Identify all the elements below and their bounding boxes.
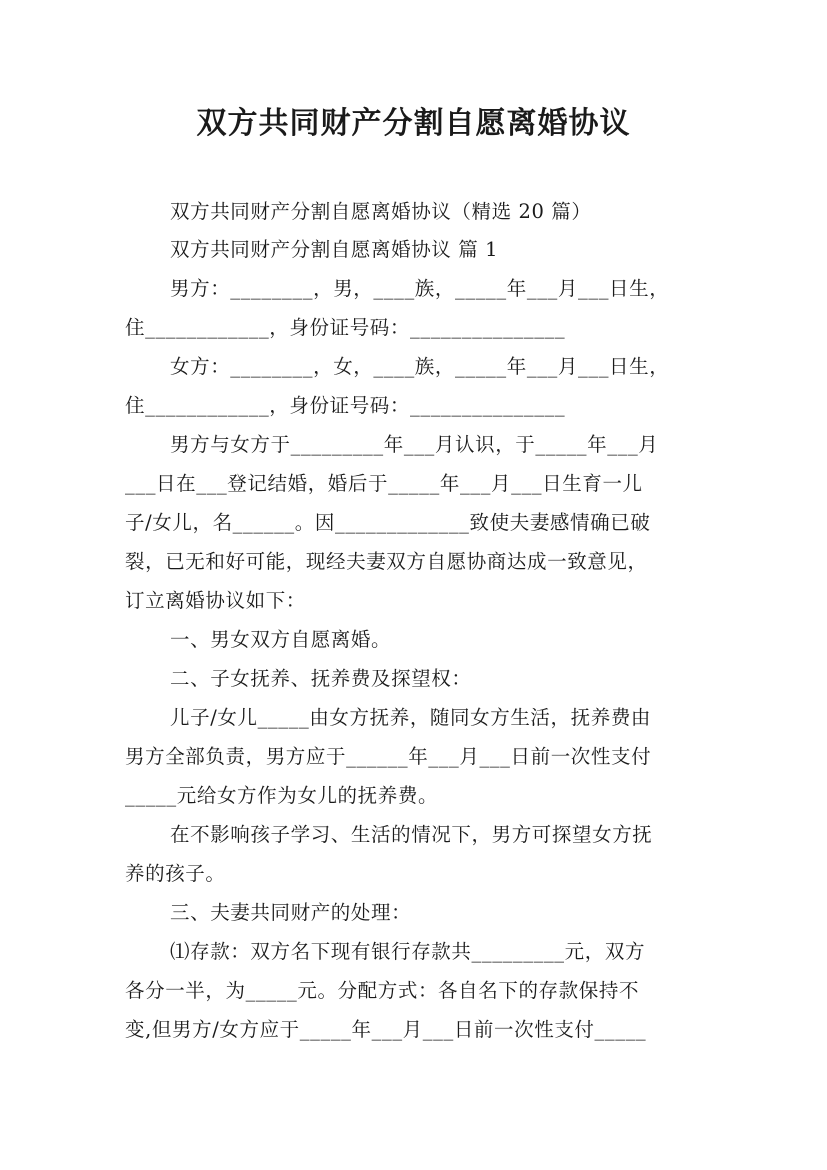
paragraph-line: 女方：________，女，____族，_____年___月___日生， [170, 355, 670, 378]
paragraph-line: ___日在___登记结婚，婚后于_____年___月___日生育一儿 [125, 472, 643, 495]
paragraph-line: 裂，已无和好可能，现经夫妻双方自愿协商达成一致意见， [125, 550, 648, 573]
paragraph-line: 订立离婚协议如下： [125, 589, 306, 612]
clause-heading: 三、夫妻共同财产的处理： [170, 901, 412, 924]
clause-heading: 一、男女双方自愿离婚。 [170, 628, 392, 651]
paragraph-line: ⑴存款：双方名下现有银行存款共_________元，双方 [170, 940, 646, 963]
paragraph-line: 男方与女方于_________年___月认识，于_____年___月 [170, 433, 659, 456]
paragraph-line: 男方全部负责，男方应于______年___月___日前一次性支付 [125, 745, 652, 768]
paragraph-line: 在不影响孩子学习、生活的情况下，男方可探望女方抚 [170, 823, 653, 846]
paragraph-line: 各分一半，为_____元。分配方式：各自名下的存款保持不 [125, 979, 640, 1002]
paragraph-line: 儿子/女儿_____由女方抚养，随同女方生活，抚养费由 [170, 706, 652, 729]
paragraph-line: 男方：________，男，____族，_____年___月___日生， [170, 277, 670, 300]
paragraph-line: 住____________，身份证号码：_______________ [125, 316, 566, 339]
document-title: 双方共同财产分割自愿离婚协议 [196, 106, 631, 141]
subtitle-line: 双方共同财产分割自愿离婚协议（精选 20 篇） [170, 200, 592, 223]
clause-heading: 二、子女抚养、抚养费及探望权： [170, 667, 472, 690]
paragraph-line: 子/女儿，名______。因_____________致使夫妻感情确已破 [125, 511, 651, 534]
paragraph-line: 住____________，身份证号码：_______________ [125, 394, 566, 417]
paragraph-line: 养的孩子。 [125, 862, 226, 885]
section-heading: 双方共同财产分割自愿离婚协议 篇 1 [170, 238, 499, 261]
paragraph-line: 变,但男方/女方应于_____年___月___日前一次性支付_____ [125, 1018, 647, 1041]
paragraph-line: _____元给女方作为女儿的抚养费。 [125, 784, 439, 807]
